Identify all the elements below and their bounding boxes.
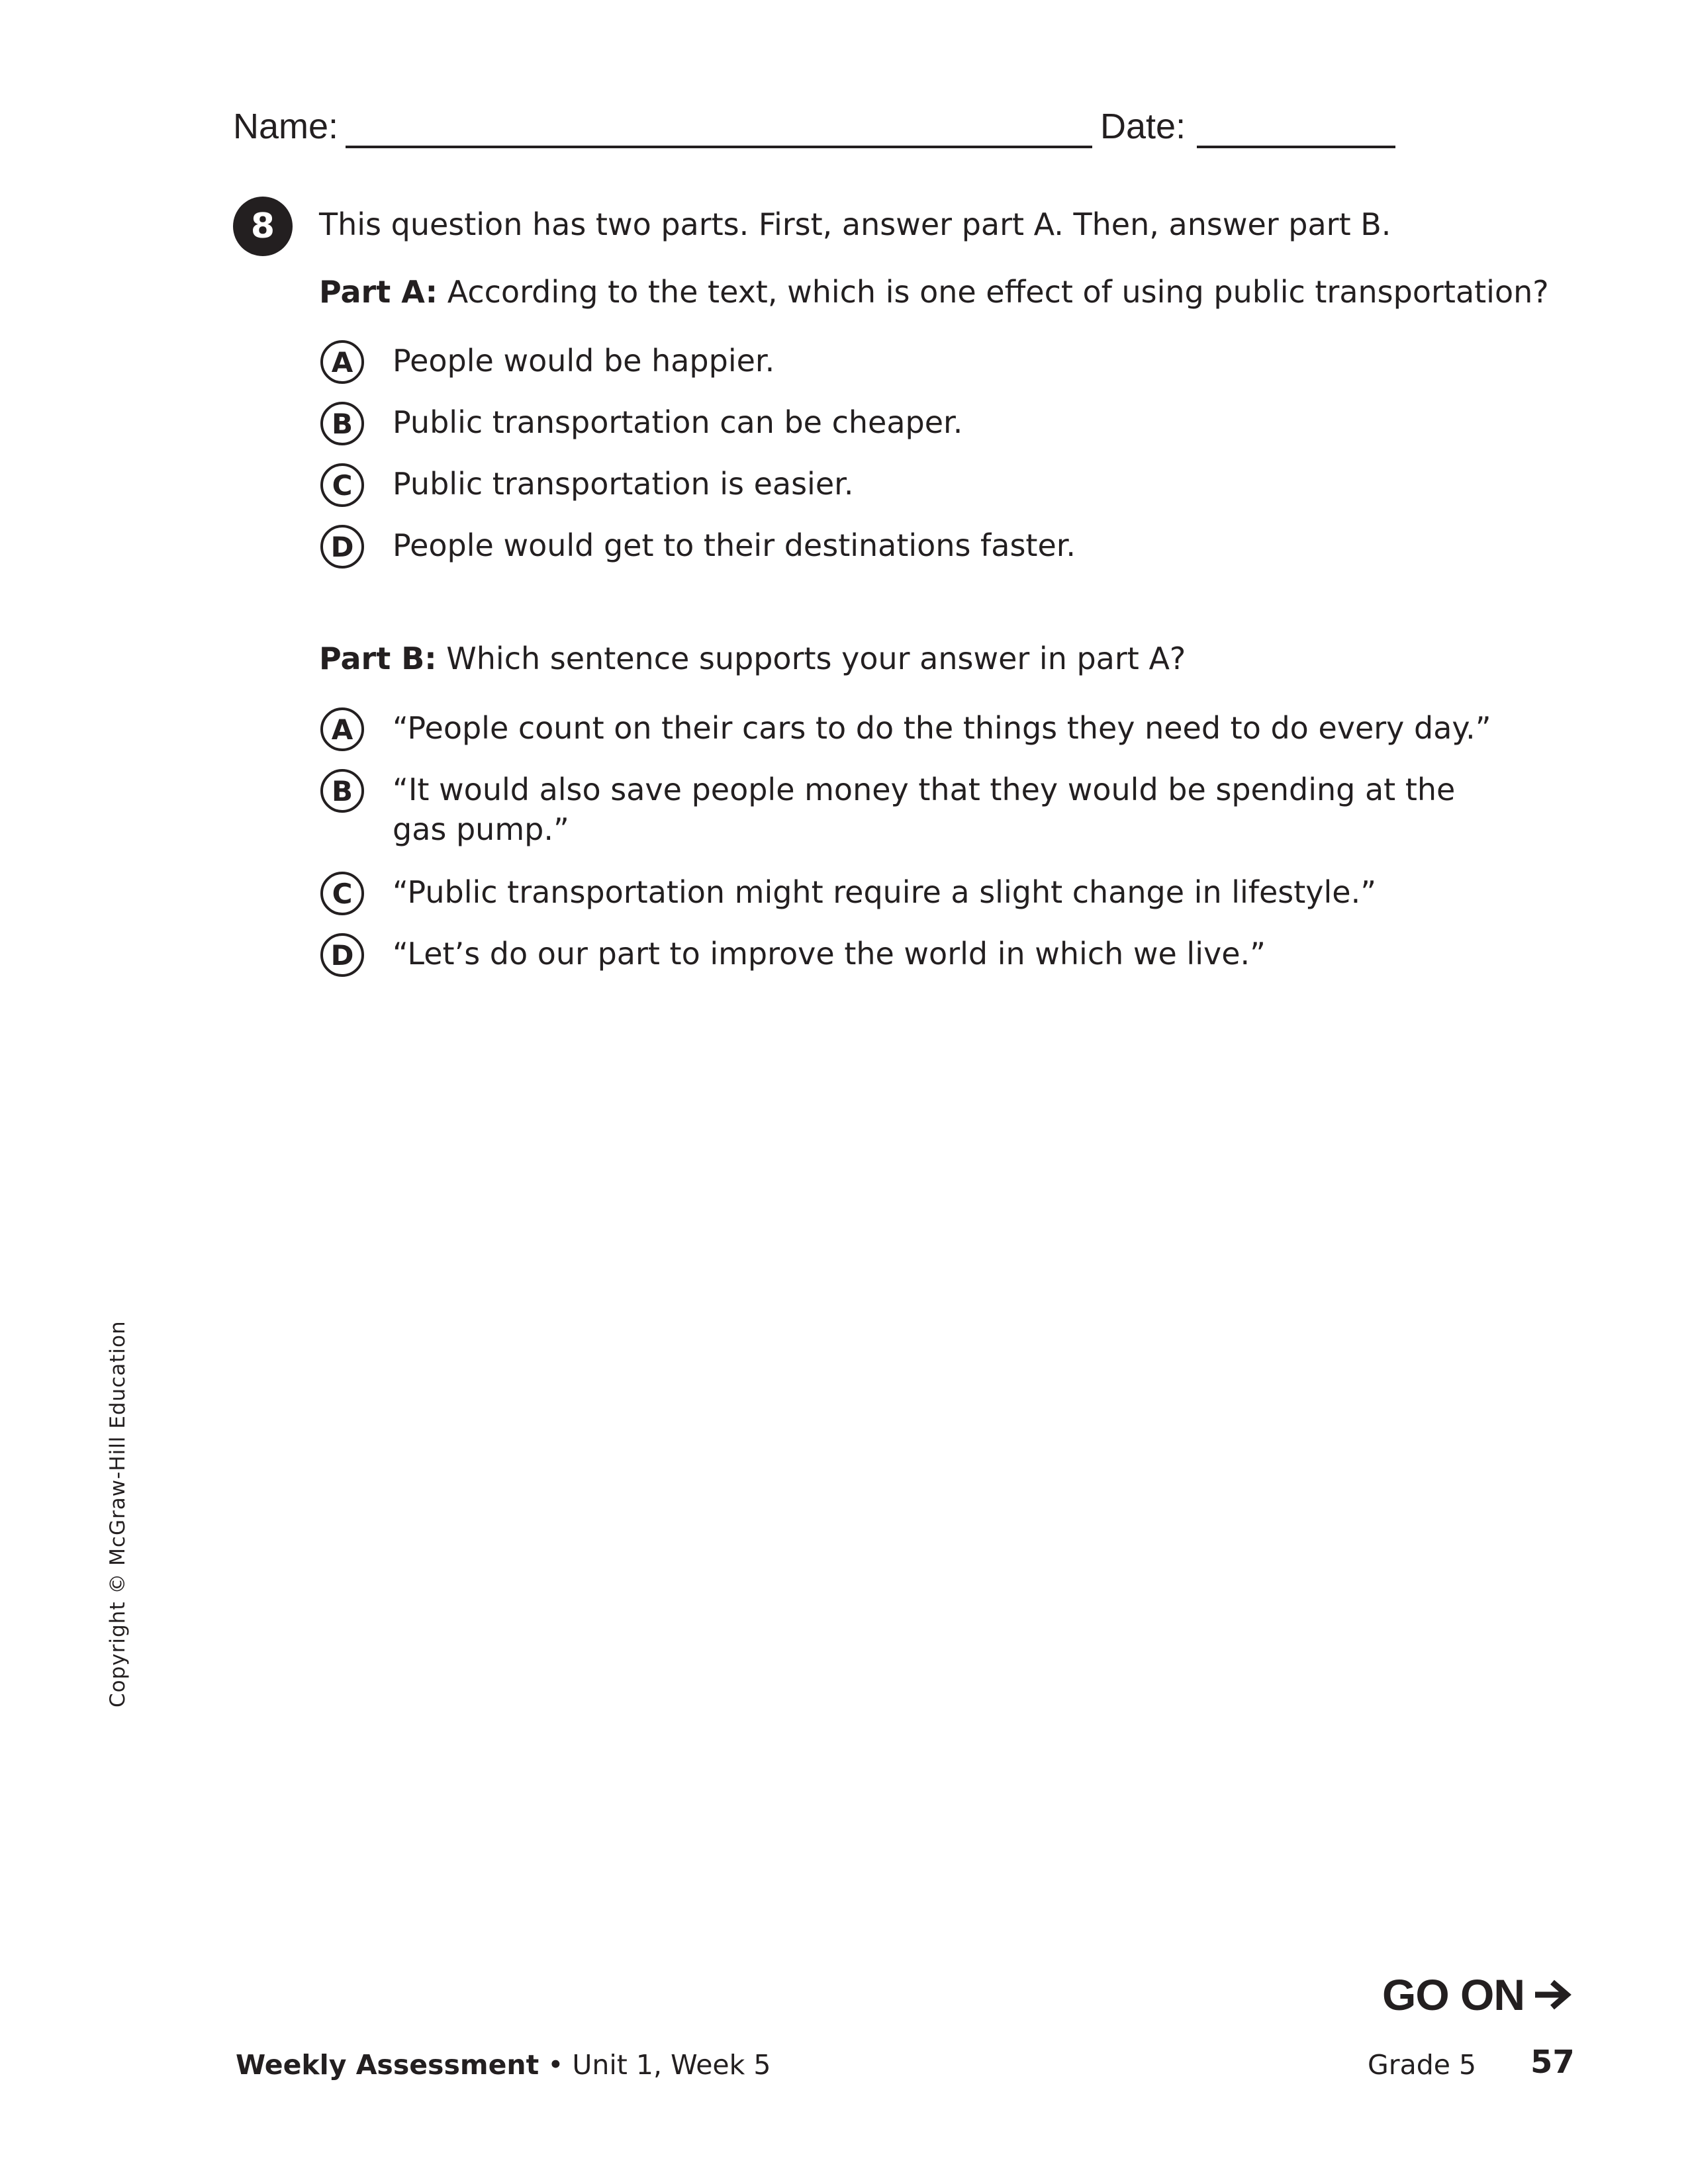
name-label: Name:: [233, 107, 339, 146]
part-b-label: Part B:: [319, 641, 437, 676]
option-text: People would get to their destinations faster.: [393, 527, 1076, 563]
part-b-prompt: [319, 638, 1186, 679]
answer-bubble[interactable]: C: [320, 463, 364, 507]
question-intro: This question has two parts. First, answer part A. Then, answer part B.: [319, 206, 1391, 242]
copyright-notice: Copyright © McGraw-Hill Education: [106, 1320, 130, 1707]
part-b-option-b[interactable]: [320, 769, 1456, 855]
part-b-option-c[interactable]: [320, 872, 1377, 918]
part-a-option-a[interactable]: [320, 340, 775, 387]
option-text: “Let’s do our part to improve the world in which we live.”: [393, 936, 1266, 972]
name-date-header: [233, 106, 1398, 159]
date-label: Date:: [1100, 107, 1186, 146]
part-b-question: Which sentence supports your answer in part A?: [446, 641, 1186, 676]
option-text: Public transportation can be cheaper.: [393, 404, 963, 440]
answer-bubble[interactable]: D: [320, 525, 364, 569]
answer-bubble[interactable]: B: [320, 402, 364, 445]
arrow-right-icon: [1534, 1978, 1572, 2011]
page-number: 57: [1530, 2044, 1575, 2081]
answer-bubble[interactable]: C: [320, 872, 364, 915]
option-text: “It would also save people money that they would be spending at the: [393, 772, 1456, 807]
option-text-continued: gas pump.”: [393, 811, 569, 847]
part-a-option-b[interactable]: [320, 402, 963, 448]
unit-week: Unit 1, Week 5: [572, 2049, 771, 2081]
option-text: People would be happier.: [393, 343, 775, 379]
date-field[interactable]: [1197, 146, 1395, 148]
assessment-title: Weekly Assessment: [236, 2049, 539, 2081]
option-text: Public transportation is easier.: [393, 466, 854, 502]
part-a-question: According to the text, which is one effect of using public transportation?: [447, 274, 1549, 310]
option-text: “People count on their cars to do the things they need to do every day.”: [393, 710, 1491, 746]
part-a-option-d[interactable]: [320, 525, 1076, 571]
question-number-badge: 8: [233, 197, 293, 256]
part-b-option-a[interactable]: [320, 707, 1491, 754]
part-a-option-c[interactable]: [320, 463, 854, 510]
answer-bubble[interactable]: D: [320, 933, 364, 977]
name-field[interactable]: [346, 146, 1092, 148]
part-b-option-d[interactable]: [320, 933, 1266, 979]
go-on-indicator: [1382, 1970, 1572, 2020]
grade-label: Grade 5: [1368, 2049, 1477, 2081]
part-a-prompt: [319, 271, 1549, 312]
part-a-label: Part A:: [319, 274, 438, 310]
footer-separator: •: [539, 2049, 573, 2081]
option-text: “Public transportation might require a slight change in lifestyle.”: [393, 874, 1377, 910]
answer-bubble[interactable]: B: [320, 769, 364, 813]
answer-bubble[interactable]: A: [320, 340, 364, 384]
answer-bubble[interactable]: A: [320, 707, 364, 751]
footer-assessment-info: [236, 2049, 771, 2081]
go-on-label: GO ON: [1382, 1970, 1525, 2019]
